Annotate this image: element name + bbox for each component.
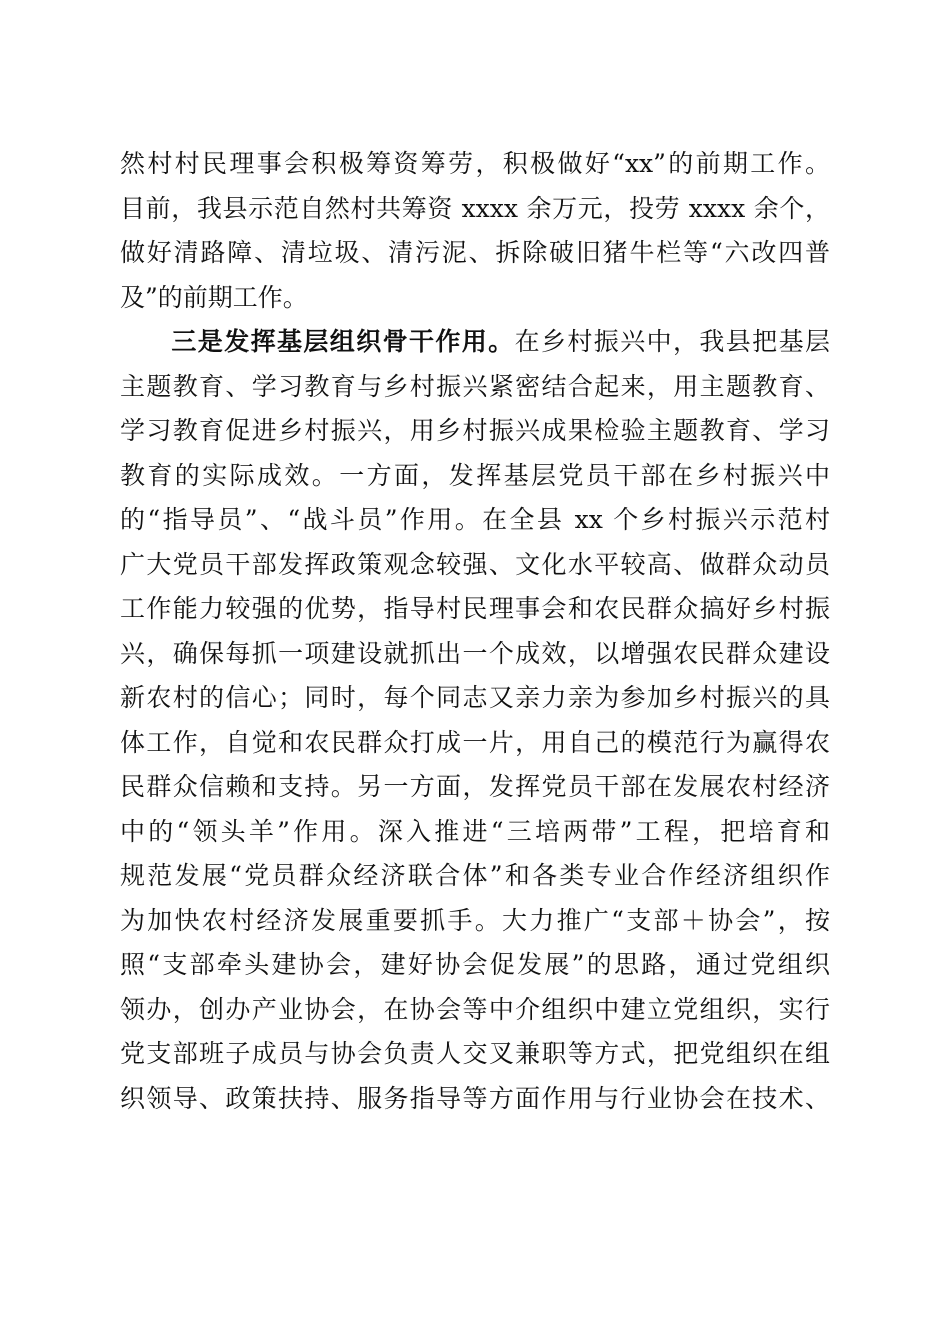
paragraph-1: [120, 142, 830, 320]
paragraph-heading: 三是发挥基层组织骨干作用。: [170, 327, 515, 356]
text-line: 规范发展“党员群众经济联合体”和各类专业合作经济组织作: [120, 861, 830, 890]
text-line: 然村村民理事会积极筹资筹劳，积极做好“xx”的前期工作。: [120, 149, 830, 178]
text-line: 党支部班子成员与协会负责人交叉兼职等方式，把党组织在组: [120, 1039, 830, 1068]
text-line: 兴，确保每抓一项建设就抓出一个成效，以增强农民群众建设: [120, 638, 830, 668]
text-line: 织领导、政策扶持、服务指导等方面作用与行业协会在技术、: [120, 1083, 830, 1113]
text-line: 工作能力较强的优势，指导村民理事会和农民群众搞好乡村振: [120, 594, 830, 623]
paragraph-2: [120, 320, 830, 1121]
text-line: 学习教育促进乡村振兴，用乡村振兴成果检验主题教育、学习: [120, 416, 830, 445]
text-line: 领办，创办产业协会，在协会等中介组织中建立党组织，实行: [120, 994, 830, 1024]
text-line: 目前，我县示范自然村共筹资 xxxx 余万元，投劳 xxxx 余个，: [120, 193, 830, 223]
text-line: 广大党员干部发挥政策观念较强、文化水平较高、做群众动员: [120, 549, 830, 579]
text-line: 做好清路障、清垃圾、清污泥、拆除破旧猪牛栏等“六改四普: [120, 238, 830, 267]
text-line: 民群众信赖和支持。另一方面，发挥党员干部在发展农村经济: [120, 772, 830, 801]
text-line: 照“支部牵头建协会，建好协会促发展”的思路，通过党组织: [120, 950, 830, 979]
text-line: 的“指导员”、“战斗员”作用。在全县 xx 个乡村振兴示范村: [120, 505, 830, 534]
text-line: 体工作，自觉和农民群众打成一片，用自己的模范行为赢得农: [120, 727, 830, 757]
text-line: 新农村的信心；同时，每个同志又亲力亲为参加乡村振兴的具: [120, 683, 830, 712]
text-line: 中的“领头羊”作用。深入推进“三培两带”工程，把培育和: [120, 816, 830, 846]
text-line: 及”的前期工作。: [120, 282, 308, 312]
text-line: 教育的实际成效。一方面，发挥基层党员干部在乡村振兴中: [120, 460, 830, 490]
text-line-first: [120, 320, 830, 365]
document-body: [120, 142, 830, 1121]
text-line: 为加快农村经济发展重要抓手。大力推广“支部＋协会”，按: [120, 905, 830, 935]
text-line: 主题教育、学习教育与乡村振兴紧密结合起来，用主题教育、: [120, 371, 830, 401]
text-span: 在乡村振兴中，我县把基层: [514, 327, 830, 356]
